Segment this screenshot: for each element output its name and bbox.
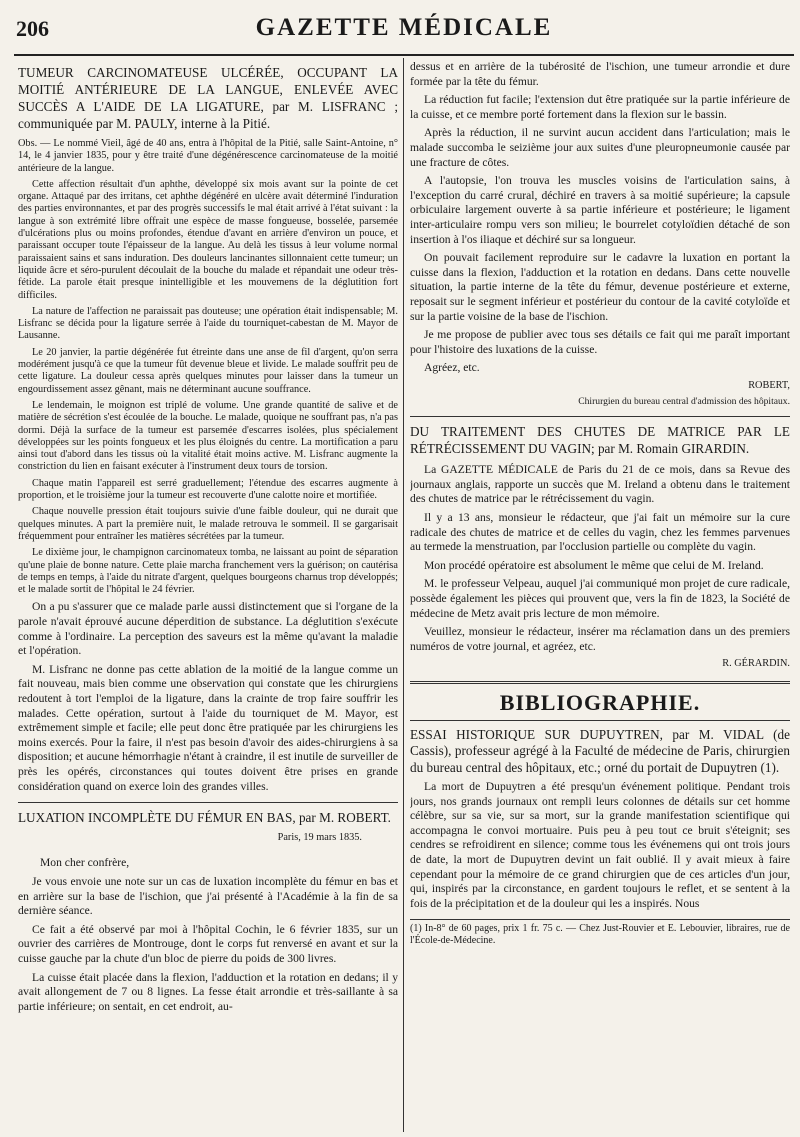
commentary-paragraph: On a pu s'assurer que ce malade parle aussi distinctement que si l'organe de la parole n'avait éprouvé aucune déperdition de substance. La déglutition s'exécute comme à l'ordinaire. La perception des saveurs est la même qu'avant la maladie et l'opération. <box>18 600 398 658</box>
letter-paragraph: Ce fait a été observé par moi à l'hôpital Cochin, le 6 février 1835, sur un ouvrier des carrières de Montrouge, dont le corps fut renversé en avant et sur la cuisse gauche par la chute d'un bloc de pierre du poids de 300 livres. <box>18 922 398 965</box>
case-paragraph: La nature de l'affection ne paraissait pas douteuse; une opération était indispensable; M. Lisfranc se décida pour la ligature serrée à l'aide du tourniquet-cabestan de M. Mayor de Lausanne. <box>18 305 398 342</box>
footnote: (1) In-8° de 60 pages, prix 1 fr. 75 c. — Chez Just-Rouvier et E. Lebouvier, libraires, rue de l'École-de-Médecine. <box>410 919 790 947</box>
signature-name: ROBERT, <box>748 379 790 391</box>
section-divider <box>410 681 790 684</box>
review-paragraph: La mort de Dupuytren a été presqu'un événement politique. Pendant trois jours, nos grands journaux ont rempli leurs colonnes de détails sur cet homme célèbre, sur sa vie, sur sa mort, sur la grande manifestation scientifique qui accompagna le convoi mortuaire. Puis peu à peu tout ce bruit s'éteignit; ses cendres se refroidirent en silence; comme tous les événemens qui ont trois jours de date, la mort de Dupuytren devint un fait oublié. Il y avait mieux à faire cependant pour la mémoire de ce grand chirurgien que de ces articles d'un jour, qui, inspirés par la circonstance, en gardent toujours le reflet, et se sentent à la fois de la précipitation et de la douleur qui les a inspirés. Nous <box>410 780 790 910</box>
case-paragraph: Cette affection résultait d'un aphthe, développé six mois avant sur la pointe de cet organe. Attaqué par des irritans, cet aphthe dégénéré en ulcère avait déterminé l'induration des parties environnantes, et par des progrès successifs le mal était arrivé à l'état suivant : la langue à son extrémité libre offrait une espèce de masse fongueuse, bosselée, parsemée d'ulcérations plus ou moins profondes, étendue d'avant en arrière d'environ un pouce, et paraissant occuper toute l'épaisseur de la langue. Au delà les tissus à leur volume normal paraissaient sains et sans induration. Des douleurs lancinantes sillonnaient cette tumeur; un liquide âcre et séro-purulent découlait de la bouche du malade et répandait une odeur très-fétide. La parole était presque inintelligible et les mouvemens de la déglutition fort difficiles. <box>18 178 398 301</box>
section-divider <box>410 416 790 417</box>
signature-title: Chirurgien du bureau central d'admission des hôpitaux. <box>578 396 790 408</box>
letter-paragraph: Après la réduction, il ne survint aucun accident dans l'articulation; mais le malade succomba le seizième jour aux suites d'une pleuropneumonie causée par une fracture de côtes. <box>410 126 790 169</box>
letter-paragraph: La réduction fut facile; l'extension dut être pratiquée sur la partie inférieure de la cuisse, et ce membre porté fortement dans la flexion sur le bassin. <box>410 93 790 121</box>
page-header <box>14 10 794 56</box>
page-number: 206 <box>16 16 49 41</box>
case-paragraph: Le 20 janvier, la partie dégénérée fut étreinte dans une anse de fil d'argent, qu'on serra modérément jusqu'à ce que la tumeur fût devenue bleue et livide. Le malade souffrit peu de cette ligature. La douleur cessa après quelques minutes pour laisser dans la tumeur un engourdissement assez gênant, mais ne déterminant aucune souffrance. <box>18 346 398 395</box>
letter-closing: Agréez, etc. <box>424 361 480 375</box>
left-column <box>18 60 398 1132</box>
letter-paragraph: Mon procédé opératoire est absolument le même que celui de M. Ireland. <box>424 558 764 572</box>
article-title-chutes-matrice: DU TRAITEMENT DES CHUTES DE MATRICE PAR LE RÉTRÉCISSEMENT DU VAGIN; par M. Romain GIRARDIN. <box>410 424 790 457</box>
letter-paragraph: Il y a 13 ans, monsieur le rédacteur, que j'ai fait un mémoire sur la cure radicale des chutes de matrice et de celles du vagin, chez les femmes parvenues au termede la menstruation, par l'occlusion partielle ou complète du vagin. <box>410 510 790 554</box>
article-title-tumeur: TUMEUR CARCINOMATEUSE ULCÉRÉE, OCCUPANT LA MOITIÉ ANTÉRIEURE DE LA LANGUE, ENLEVÉE AVEC SUCCÈS A L'AIDE DE LA LIGATURE, par M. LISFRANC ; communiquée par M. PAULY, interne à la Pitié. <box>18 65 398 131</box>
case-paragraph: Chaque matin l'appareil est serré graduellement; l'étendue des escarres augmente à proportion, et le troisième jour la tumeur est recouverte d'une calotte noire et mortifiée. <box>18 477 398 502</box>
letter-paragraph: M. le professeur Velpeau, auquel j'ai communiqué mon projet de cure radicale, possède également les pièces qui prouvent que, vers la fin de 1823, la Société de médecine de Metz avait pris lecture de mon mémoire. <box>410 577 790 620</box>
case-paragraph: Le lendemain, le moignon est triplé de volume. Une grande quantité de salive et de matière de sécrétion s'est écoulée de la bouche. Le malade, quoique ne souffrant pas, n'a pas dormi. Déjà la surface de la tumeur est parsemée d'escarres isolées, plus spécialement développées sur les points fongueux et les plus éloignés du centre. La mortification a paru ainsi tout d'abord dans les tissus où la vitalité était moins active. M. Lisfranc augmente la constriction du lien en faisant exécuter à l'instrument deux tours de torsion. <box>18 399 398 473</box>
letter-paragraph: Veuillez, monsieur le rédacteur, insérer ma réclamation dans un des premiers numéros de votre journal, et agréez, etc. <box>410 625 790 653</box>
letter-date: Paris, 19 mars 1835. <box>277 832 362 844</box>
letter-paragraph: On pouvait facilement reproduire sur le cadavre la luxation en portant la cuisse dans la flexion, l'adduction et la rotation en dedans. Dans cette nouvelle situation, la partie interne de la tête du fémur, devenue postérieure et externe, reposait sur le segment inférieur et postérieur du contour de la cavité cotyloïde et sur la partie voisine de la base de l'ischion. <box>410 251 790 323</box>
letter-salutation: Mon cher confrère, <box>40 856 130 870</box>
letter-paragraph: La cuisse était placée dans la flexion, l'adduction et la rotation en dedans; il y avait allongement de 7 ou 8 lignes. La fesse était arrondie et très-saillante à sa partie inférieure; on sentait, en cet endroit, au- <box>18 970 398 1013</box>
bibliographie-heading: BIBLIOGRAPHIE. <box>410 690 790 721</box>
journal-title: GAZETTE MÉDICALE <box>255 14 553 41</box>
continued-paragraph: dessus et en arrière de la tubérosité de l'ischion, une tumeur arrondie et dure formée par la tête du fémur. <box>410 60 790 88</box>
letter-paragraph: A l'autopsie, l'on trouva les muscles voisins de l'articulation sains, à l'exception du carré crural, déchiré en travers à sa moitié supérieure; la capsule orbiculaire largement ouverte à sa partie inférieure et postérieure; le ligament inter-articulaire rompu vers son milieu; le bourrelet cotyloïdien détaché de son insertion à l'os iliaque et déchiré sur sa longueur. <box>410 174 790 246</box>
observation-paragraph: Obs. — Le nommé Vieil, âgé de 40 ans, entra à l'hôpital de la Pitié, salle Saint-Antoine, n° 14, le 4 janvier 1835, pour y être traité d'une dégénérescence carcinomateuse de la moitié antérieure de la langue. <box>18 138 398 174</box>
letter-paragraph: Je me propose de publier avec tous ses détails ce fait qui me paraît important pour l'histoire des luxations de la cuisse. <box>410 328 790 356</box>
essay-title: ESSAI HISTORIQUE SUR DUPUYTREN, par M. VIDAL (de Cassis), professeur agrégé à la Faculté de médecine de Paris, chirurgien du bureau central des hôpitaux, etc.; orné du portait de Dupuytren (1). <box>410 726 790 775</box>
commentary-paragraph: M. Lisfranc ne donne pas cette ablation de la moitié de la langue comme un fait nouveau, mais bien comme une observation qui constate que les chirurgiens redoutent à tort l'emploi de la ligature, dans la crainte de trop faire souffrir les malades. Cette opération, surtout à l'aide du tourniquet de M. Mayor, est extrêmement simple et facile; elle peut donc être pratiquée par les chirurgiens les moins exercés. Pour la faire, il n'est pas besoin d'avoir des aides-chirurgiens à sa disposition; et aucune hémorrhagie n'étant à craindre, il est inutile de surveiller de près les opérés, circonstances qui toutes doivent être prises en grande considération quand on exerce loin des grandes villes. <box>18 662 398 793</box>
right-column <box>410 60 790 1132</box>
letter-paragraph: La GAZETTE MÉDICALE de Paris du 21 de ce mois, dans sa Revue des journaux anglais, rapporte un succès que M. Ireland a obtenu dans le traitement des chutes de matrice par le rétrécissement du vagin. <box>410 463 790 506</box>
case-paragraph: Chaque nouvelle pression était toujours suivie d'une faible douleur, qui ne durait que quelques minutes. A part la première nuit, le malade retrouva le sommeil. Il se gargarisait fréquemment pour entraîner les matières sécrétées par la tumeur. <box>18 506 398 542</box>
case-paragraph: Le dixième jour, le champignon carcinomateux tomba, ne laissant au point de séparation qu'une plaie de bonne nature. Cette plaie marcha franchement vers la guérison; on cautérisa de temps en temps, à l'aide du nitrate d'argent, quelques bourgeons charnus trop développés; et le malade sortit de l'hôpital le 24 février. <box>18 547 398 596</box>
section-divider <box>18 802 398 803</box>
signature-gerardin: R. GÉRARDIN. <box>722 658 790 670</box>
letter-paragraph: Je vous envoie une note sur un cas de luxation incomplète du fémur en bas et en arrière sur la base de l'ischion, que j'ai présenté à l'Académie à la fin de sa dernière séance. <box>18 875 398 918</box>
newspaper-page <box>14 10 794 1132</box>
article-title-luxation: LUXATION INCOMPLÈTE DU FÉMUR EN BAS, par M. ROBERT. <box>18 810 391 826</box>
column-divider <box>403 58 404 1132</box>
